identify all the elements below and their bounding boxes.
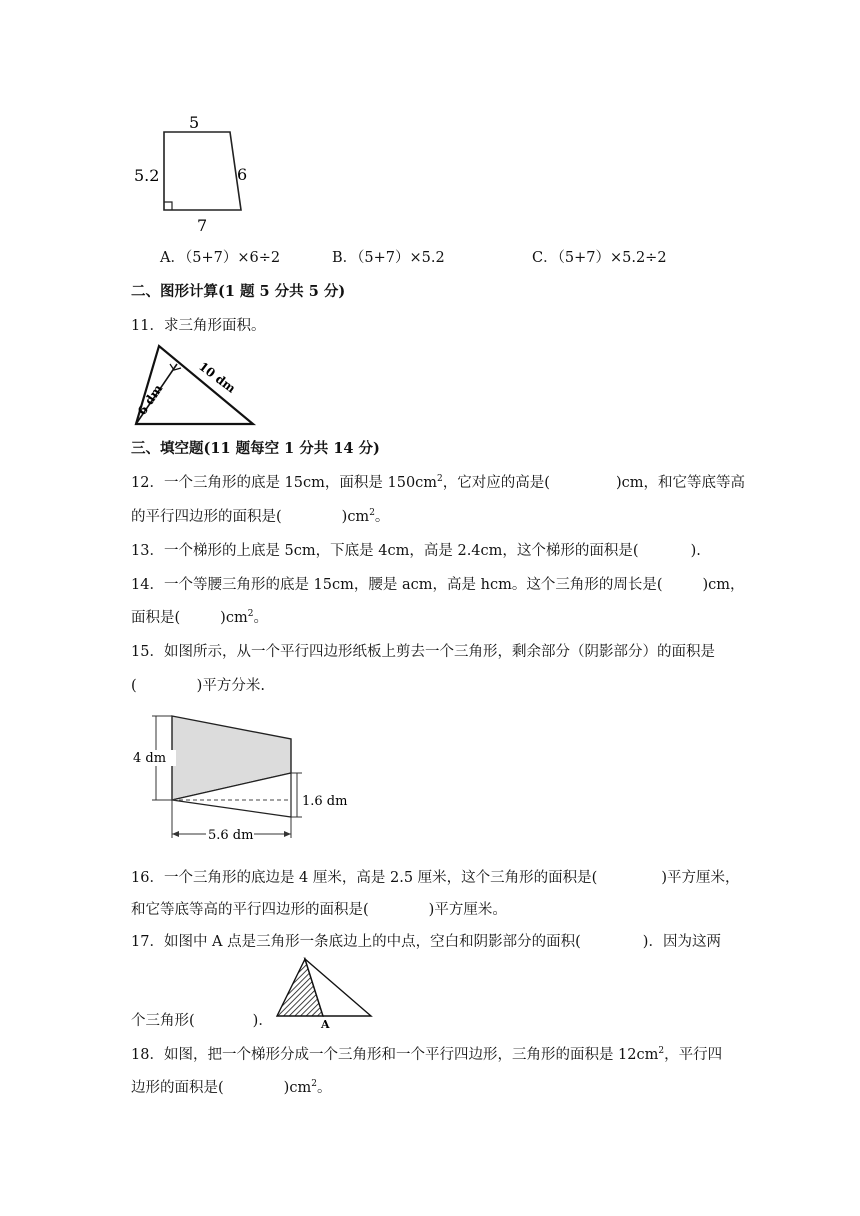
parallelogram-figure (130, 710, 370, 850)
point-a-label: A (321, 1018, 330, 1031)
question-12-line-1: 12．一个三角形的底是 15cm，面积是 $150cm^2$，它对应的高是( )cm，和它等底等高 (131, 474, 745, 491)
parallelogram-base-label: 5.6 dm (208, 828, 254, 843)
trapezoid-top-label: 5 (189, 113, 200, 132)
question-14-line-1: 14．一个等腰三角形的底是 15cm，腰是 acm，高是 hcm。这个三角形的周长是( )cm， (131, 577, 745, 593)
trapezoid-right-label: 6 (237, 165, 248, 184)
question-16-line-1: 16．一个三角形的底边是 4 厘米，高是 2.5 厘米，这个三角形的面积是( )平方厘米， (131, 870, 740, 886)
trapezoid-bottom-label: 7 (197, 216, 208, 235)
triangle-figure (130, 340, 260, 430)
trapezoid-left-label: 5.2 (134, 166, 160, 185)
triangle-hypotenuse-label: 10 dm (196, 359, 239, 396)
question-12-line-2: 的平行四边形的面积是( )$cm^2$。 (131, 508, 390, 525)
question-11: 11．求三角形面积。 (131, 318, 266, 334)
question-18-line-1: 18．如图，把一个梯形分成一个三角形和一个平行四边形，三角形的面积是 $12cm^2$，平行四 (131, 1046, 723, 1063)
question-14-line-2: 面积是( )$cm^2$。 (131, 609, 268, 626)
section-3-heading: 三、填空题(11 题每空 1 分共 14 分) (131, 440, 380, 457)
parallelogram-cut-label: 1.6 dm (302, 794, 348, 809)
question-16-line-2: 和它等底等高的平行四边形的面积是( )平方厘米。 (131, 902, 507, 918)
question-17-line-2: 个三角形( )． (131, 1013, 273, 1029)
section-2-heading: 二、图形计算(1 题 5 分共 5 分) (131, 283, 346, 300)
parallelogram-height-label: 4 dm (133, 751, 167, 766)
question-18-line-2: 边形的面积是( )$cm^2$。 (131, 1079, 332, 1096)
triangle-altitude-label: 6 dm (134, 381, 166, 418)
question-17-line-1: 17．如图中 A 点是三角形一条底边上的中点，空白和阴影部分的面积( )．因为这两 (131, 934, 721, 950)
question-15-line-1: 15．如图所示，从一个平行四边形纸板上剪去一个三角形，剩余部分（阴影部分）的面积是 (131, 644, 715, 660)
q10-option-c[interactable]: C．（5+7）×5.2÷2 (532, 250, 667, 266)
question-13: 13．一个梯形的上底是 5cm，下底是 4cm，高是 2.4cm，这个梯形的面积是( ). (131, 543, 701, 559)
shaded-triangle-figure (275, 956, 380, 1031)
q10-option-a[interactable]: A．（5+7）×6÷2 (160, 250, 281, 266)
question-15-line-2: ( )平方分米. (131, 678, 265, 694)
q10-option-b[interactable]: B．（5+7）×5.2 (332, 250, 445, 266)
trapezoid-figure (130, 108, 270, 238)
